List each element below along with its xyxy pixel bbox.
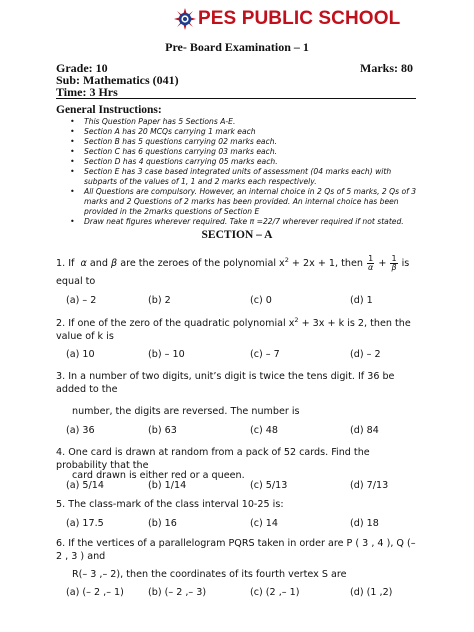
subject-label: Sub: Mathematics (041) (56, 73, 179, 87)
question-4-line2: card drawn is either red or a queen. (72, 470, 245, 481)
instruction-item: • Section C has 6 questions carrying 03 marks each. (70, 147, 420, 157)
q2-option-b: (b) – 10 (148, 349, 185, 360)
instructions-list (70, 117, 420, 227)
q3-option-c: (c) 48 (250, 425, 279, 436)
q3-option-d: (d) 84 (350, 425, 379, 436)
q4-option-a: (a) 5/14 (66, 480, 104, 491)
marks-label: Marks: 80 (360, 61, 413, 75)
instruction-item: • This Question Paper has 5 Sections A-E. (70, 117, 420, 127)
school-emblem-icon (174, 8, 196, 30)
grade-label: Grade: 10 (56, 61, 108, 75)
exam-title: Pre- Board Examination – 1 (165, 40, 309, 54)
q1-option-b: (b) 2 (148, 295, 171, 306)
time-label: Time: 3 Hrs (56, 85, 118, 99)
q5-option-c: (c) 14 (250, 518, 279, 529)
q4-option-d: (d) 7/13 (350, 480, 389, 491)
q6-option-d: (d) (1 ,2) (350, 587, 393, 598)
instruction-item: • Section D has 4 questions carrying 05 marks each. (70, 157, 420, 167)
q3-option-b: (b) 63 (148, 425, 177, 436)
q2-option-a: (a) 10 (66, 349, 95, 360)
instruction-item: • Section A has 20 MCQs carrying 1 mark each (70, 127, 420, 137)
q1-option-a: (a) – 2 (66, 295, 97, 306)
question-5: 5. The class-mark of the class interval 10-25 is: (56, 499, 284, 510)
q4-option-b: (b) 1/14 (148, 480, 187, 491)
question-3-line2: number, the digits are reversed. The number is (72, 406, 300, 417)
instruction-item: • All Questions are compulsory. However, an internal choice in 2 Qs of 5 marks, 2 Qs of 3 marks and 2 Questions of 2 marks has been provided. An internal choice has been provided in the 2marks questions of Section E (70, 187, 420, 217)
section-a-title: SECTION – A (201, 229, 273, 241)
question-2: 2. If one of the zero of the quadratic polynomial $x^2 + 3x + k$ is 2, then the value of k is (56, 316, 411, 343)
q4-option-c: (c) 5/13 (250, 480, 288, 491)
q6-option-c: (c) (2 ,– 1) (250, 587, 300, 598)
question-6-line2: R(– 3 ,– 2), then the coordinates of its fourth vertex S are (72, 569, 347, 580)
q5-option-a: (a) 17.5 (66, 518, 104, 529)
q1-option-d: (d) 1 (350, 295, 373, 306)
instruction-item: • Section B has 5 questions carrying 02 marks each. (70, 137, 420, 147)
q1-option-c: (c) 0 (250, 295, 272, 306)
instruction-item: • Draw neat figures wherever required. Take π =22/7 wherever required if not stated. (70, 217, 420, 227)
instructions-title: General Instructions: (56, 104, 162, 116)
school-name: PES PUBLIC SCHOOL (198, 8, 401, 29)
instruction-item: • Section E has 3 case based integrated units of assessment (04 marks each) with subparts of the values of 1, 1 and 2 marks each respectively. (70, 167, 420, 187)
q6-option-b: (b) (– 2 ,– 3) (148, 587, 207, 598)
q5-option-d: (d) 18 (350, 518, 379, 529)
question-6: 6. If the vertices of a parallelogram PQRS taken in order are P ( 3 , 4 ), Q (– 2 , 3 ) and (56, 538, 416, 562)
school-logo (174, 7, 401, 33)
q2-option-d: (d) – 2 (350, 349, 381, 360)
question-4: 4. One card is drawn at random from a pack of 52 cards. Find the probability that the (56, 447, 370, 471)
q5-option-b: (b) 16 (148, 518, 177, 529)
fraction-one-over-beta: $\frac{1}{\beta}$ (391, 253, 397, 272)
q3-option-a: (a) 36 (66, 425, 95, 436)
question-3: 3. In a number of two digits, unit’s digit is twice the tens digit. If 36 be added to the (56, 371, 395, 395)
q6-option-a: (a) (– 2 ,– 1) (66, 587, 124, 598)
question-1: 1. If α and β are the zeroes of the polynomial $x^2 + 2x + 1$, then $\frac{1}{\alpha}$ + $\frac{1}{\beta}$ is (56, 253, 410, 272)
header-divider (56, 98, 416, 99)
question-1-line2: equal to (56, 276, 96, 287)
fraction-one-over-alpha: $\frac{1}{\alpha}$ (368, 253, 374, 272)
q2-option-c: (c) – 7 (250, 349, 280, 360)
